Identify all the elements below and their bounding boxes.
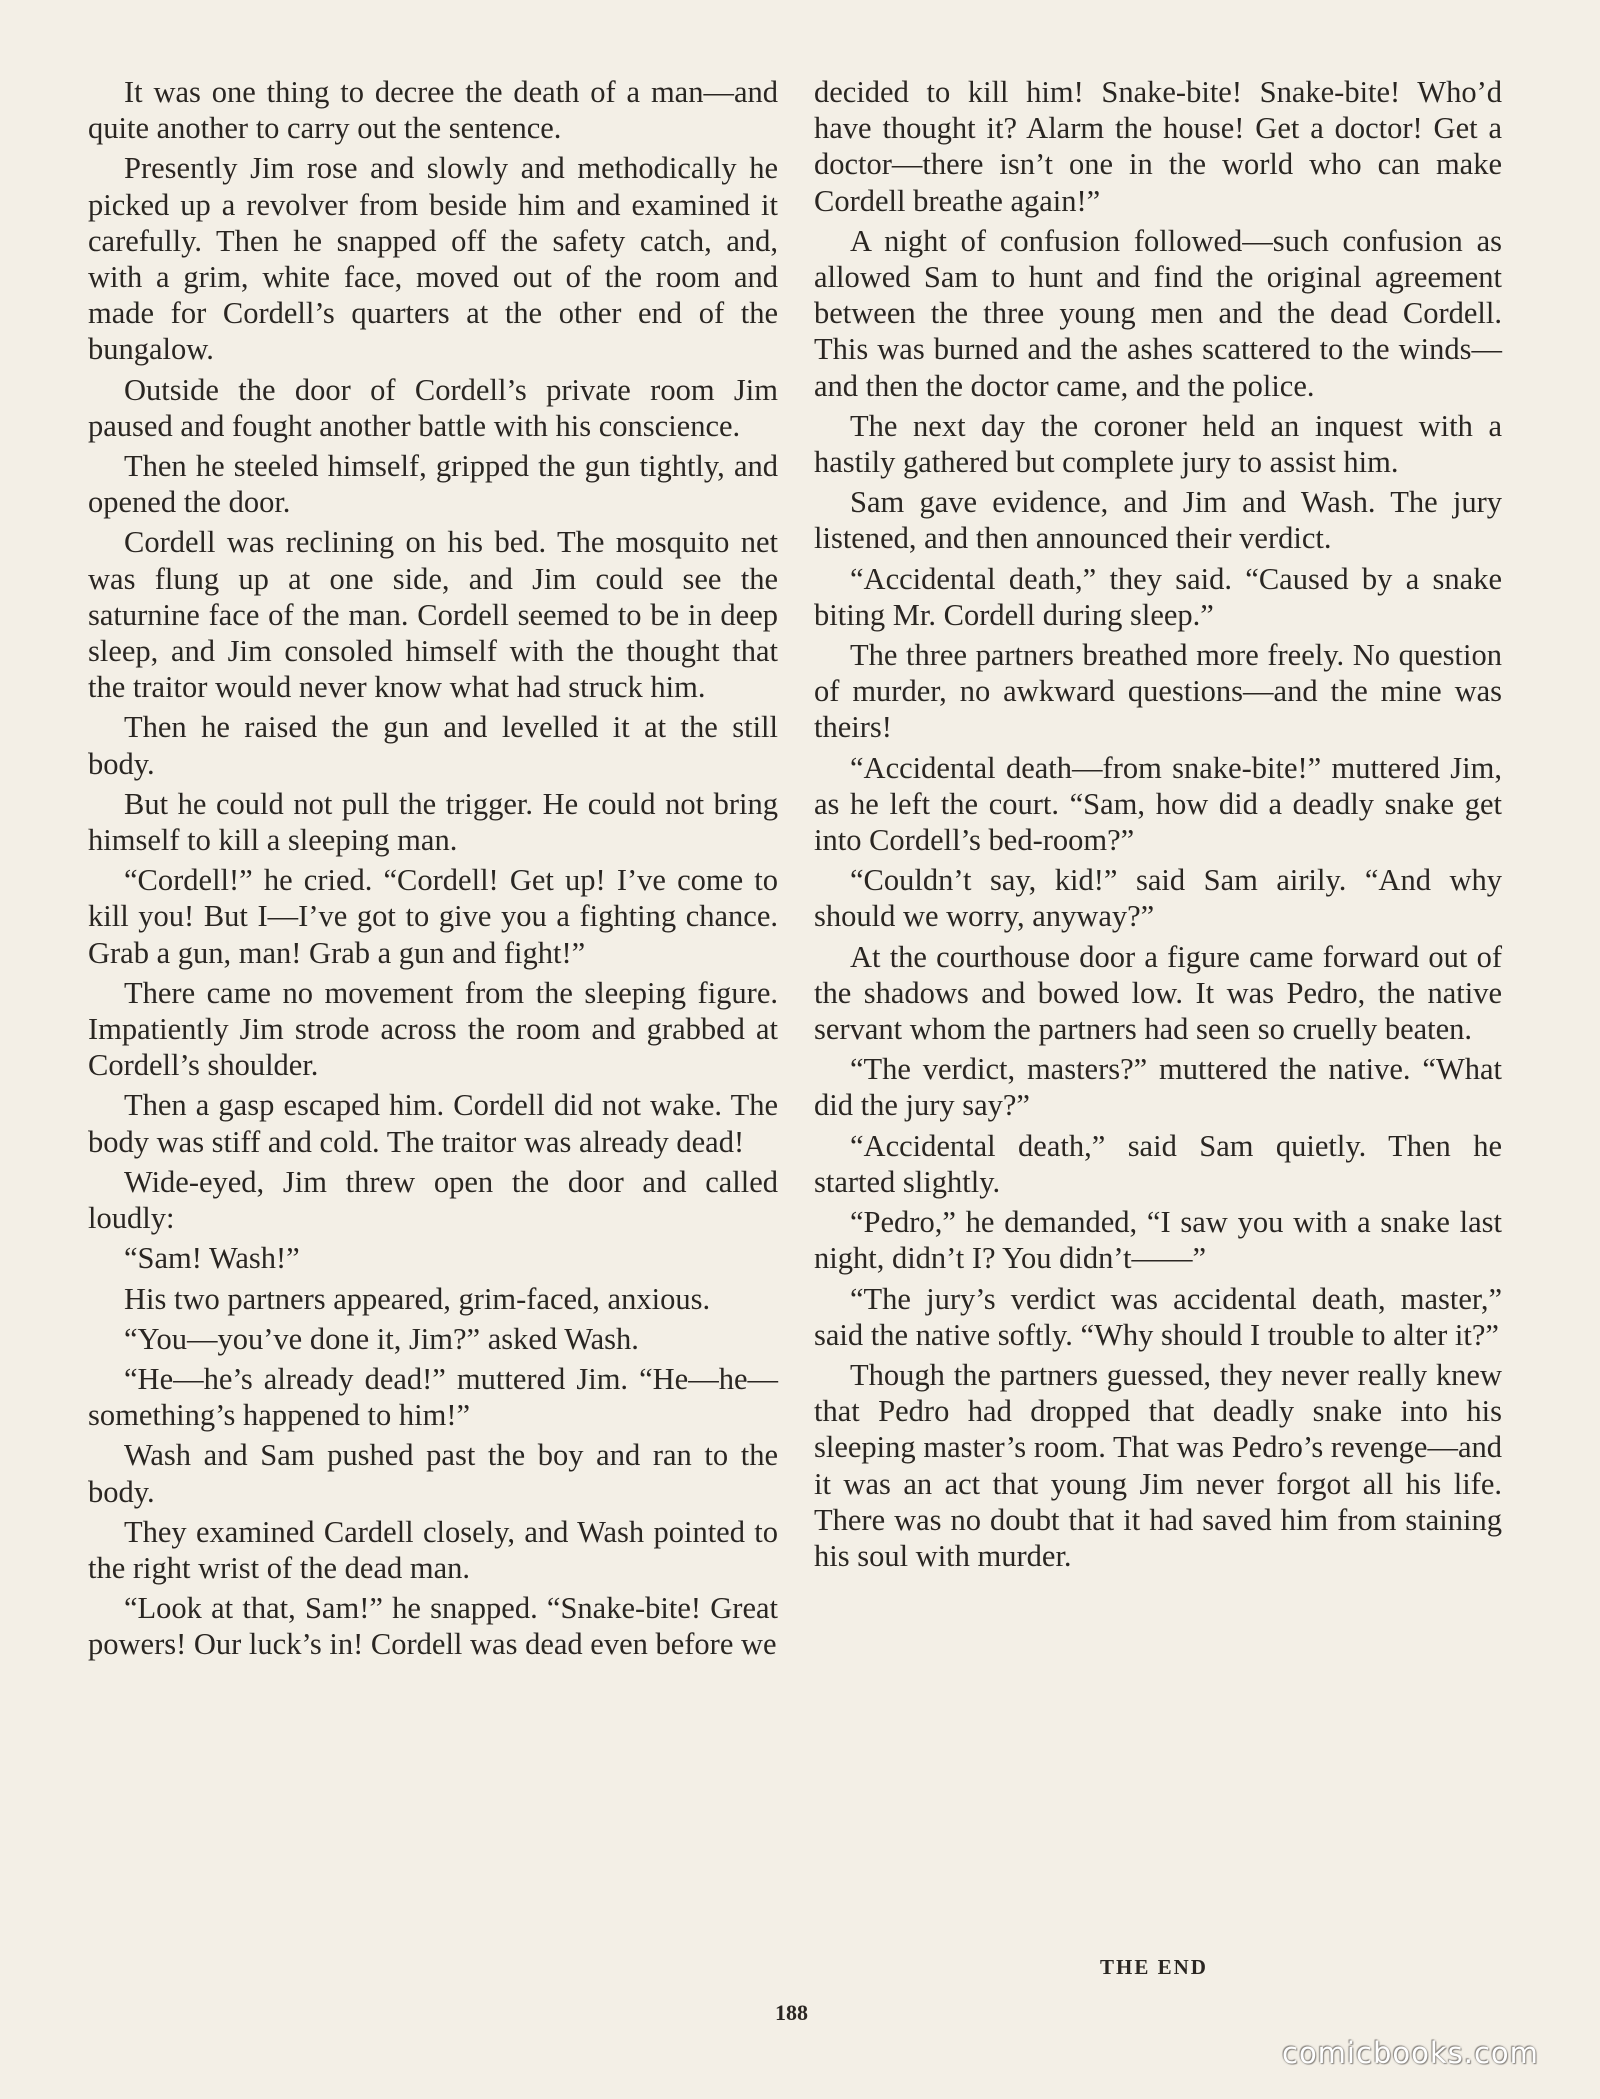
page-number: 188: [775, 2000, 808, 2025]
paragraph: Presently Jim rose and slowly and methodically he picked up a revolver from beside him and examined it carefully. Then he snapped off the safety catch, and, with a grim, white face, moved out of the room and made for Cordell’s quarters at the other end of the bungalow.: [88, 151, 778, 367]
the-end-label: THE END: [1100, 1955, 1208, 1979]
paragraph: “The verdict, masters?” muttered the native. “What did the jury say?”: [814, 1052, 1502, 1123]
paragraph: Then he steeled himself, gripped the gun tightly, and opened the door.: [88, 449, 778, 520]
right-column: [814, 74, 1502, 1578]
paragraph: “Look at that, Sam!” he snapped. “Snake-bite! Great powers! Our luck’s in! Cordell was dead even before we: [88, 1591, 778, 1662]
paragraph: Wash and Sam pushed past the boy and ran to the body.: [88, 1438, 778, 1509]
paragraph: It was one thing to decree the death of a man—and quite another to carry out the sentence.: [88, 75, 778, 146]
paragraph: There came no movement from the sleeping figure. Impatiently Jim strode across the room and grabbed at Cordell’s shoulder.: [88, 975, 778, 1083]
paragraph: “Sam! Wash!”: [124, 1241, 300, 1276]
paragraph: At the courthouse door a figure came forward out of the shadows and bowed low. It was Pedro, the native servant whom the partners had seen so cruelly beaten.: [814, 939, 1502, 1047]
paragraph: Outside the door of Cordell’s private room Jim paused and fought another battle with his conscience.: [88, 372, 778, 443]
paragraph: The three partners breathed more freely. No question of murder, no awkward questions—and the mine was theirs!: [814, 638, 1502, 745]
paragraph: “He—he’s already dead!” muttered Jim. “He—he—something’s happened to him!”: [88, 1361, 778, 1433]
paragraph: “Accidental death,” said Sam quietly. Then he started slightly.: [814, 1128, 1502, 1199]
paragraph: But he could not pull the trigger. He could not bring himself to kill a sleeping man.: [88, 786, 778, 858]
left-column: [88, 74, 778, 1667]
watermark: comicbooks.com: [1282, 2036, 1539, 2070]
paragraph: “Cordell!” he cried. “Cordell! Get up! I’ve come to kill you! But I—I’ve got to give you a fighting chance. Grab a gun, man! Grab a gun and fight!”: [88, 863, 778, 970]
paragraph: Sam gave evidence, and Jim and Wash. The jury listened, and then announced their verdict.: [814, 485, 1502, 556]
paragraph: Though the partners guessed, they never really knew that Pedro had dropped that deadly snake into his sleeping master’s room. That was Pedro’s revenge—and it was an act that young Jim never forgot all his life. There was no doubt that it had saved him from staining his soul with murder.: [814, 1357, 1502, 1573]
paragraph: “You—you’ve done it, Jim?” asked Wash.: [124, 1321, 639, 1356]
paragraph: “Couldn’t say, kid!” said Sam airily. “And why should we worry, anyway?”: [814, 863, 1502, 934]
paragraph: A night of confusion followed—such confusion as allowed Sam to hunt and find the original agreement between the three young men and the dead Cordell. This was burned and the ashes scattered to the winds—and then the doctor came, and the police.: [814, 223, 1502, 403]
paragraph-continuation: decided to kill him! Snake-bite! Snake-bite! Who’d have thought it? Alarm the house! Get a doctor! Get a doctor—there isn’t one in the world who can make Cordell breathe again!”: [814, 75, 1502, 218]
paragraph: They examined Cardell closely, and Wash pointed to the right wrist of the dead man.: [88, 1514, 778, 1585]
paragraph: Cordell was reclining on his bed. The mosquito net was flung up at one side, and Jim could see the saturnine face of the man. Cordell seemed to be in deep sleep, and Jim consoled himself with the thought that the traitor would never know what had struck him.: [88, 525, 778, 705]
paragraph: “Pedro,” he demanded, “I saw you with a snake last night, didn’t I? You didn’t——”: [814, 1205, 1502, 1276]
paragraph: Then he raised the gun and levelled it at the still body.: [88, 710, 778, 781]
paragraph: “The jury’s verdict was accidental death, master,” said the native softly. “Why should I trouble to alter it?”: [814, 1281, 1502, 1352]
paragraph: Wide-eyed, Jim threw open the door and called loudly:: [88, 1164, 778, 1236]
paragraph: His two partners appeared, grim-faced, anxious.: [124, 1281, 711, 1316]
paragraph: Then a gasp escaped him. Cordell did not wake. The body was stiff and cold. The traitor was already dead!: [88, 1088, 778, 1159]
paragraph: “Accidental death,” they said. “Caused by a snake biting Mr. Cordell during sleep.”: [814, 561, 1502, 632]
paragraph: “Accidental death—from snake-bite!” muttered Jim, as he left the court. “Sam, how did a deadly snake get into Cordell’s bed-room?”: [814, 750, 1502, 858]
paragraph: The next day the coroner held an inquest with a hastily gathered but complete jury to assist him.: [814, 408, 1502, 480]
